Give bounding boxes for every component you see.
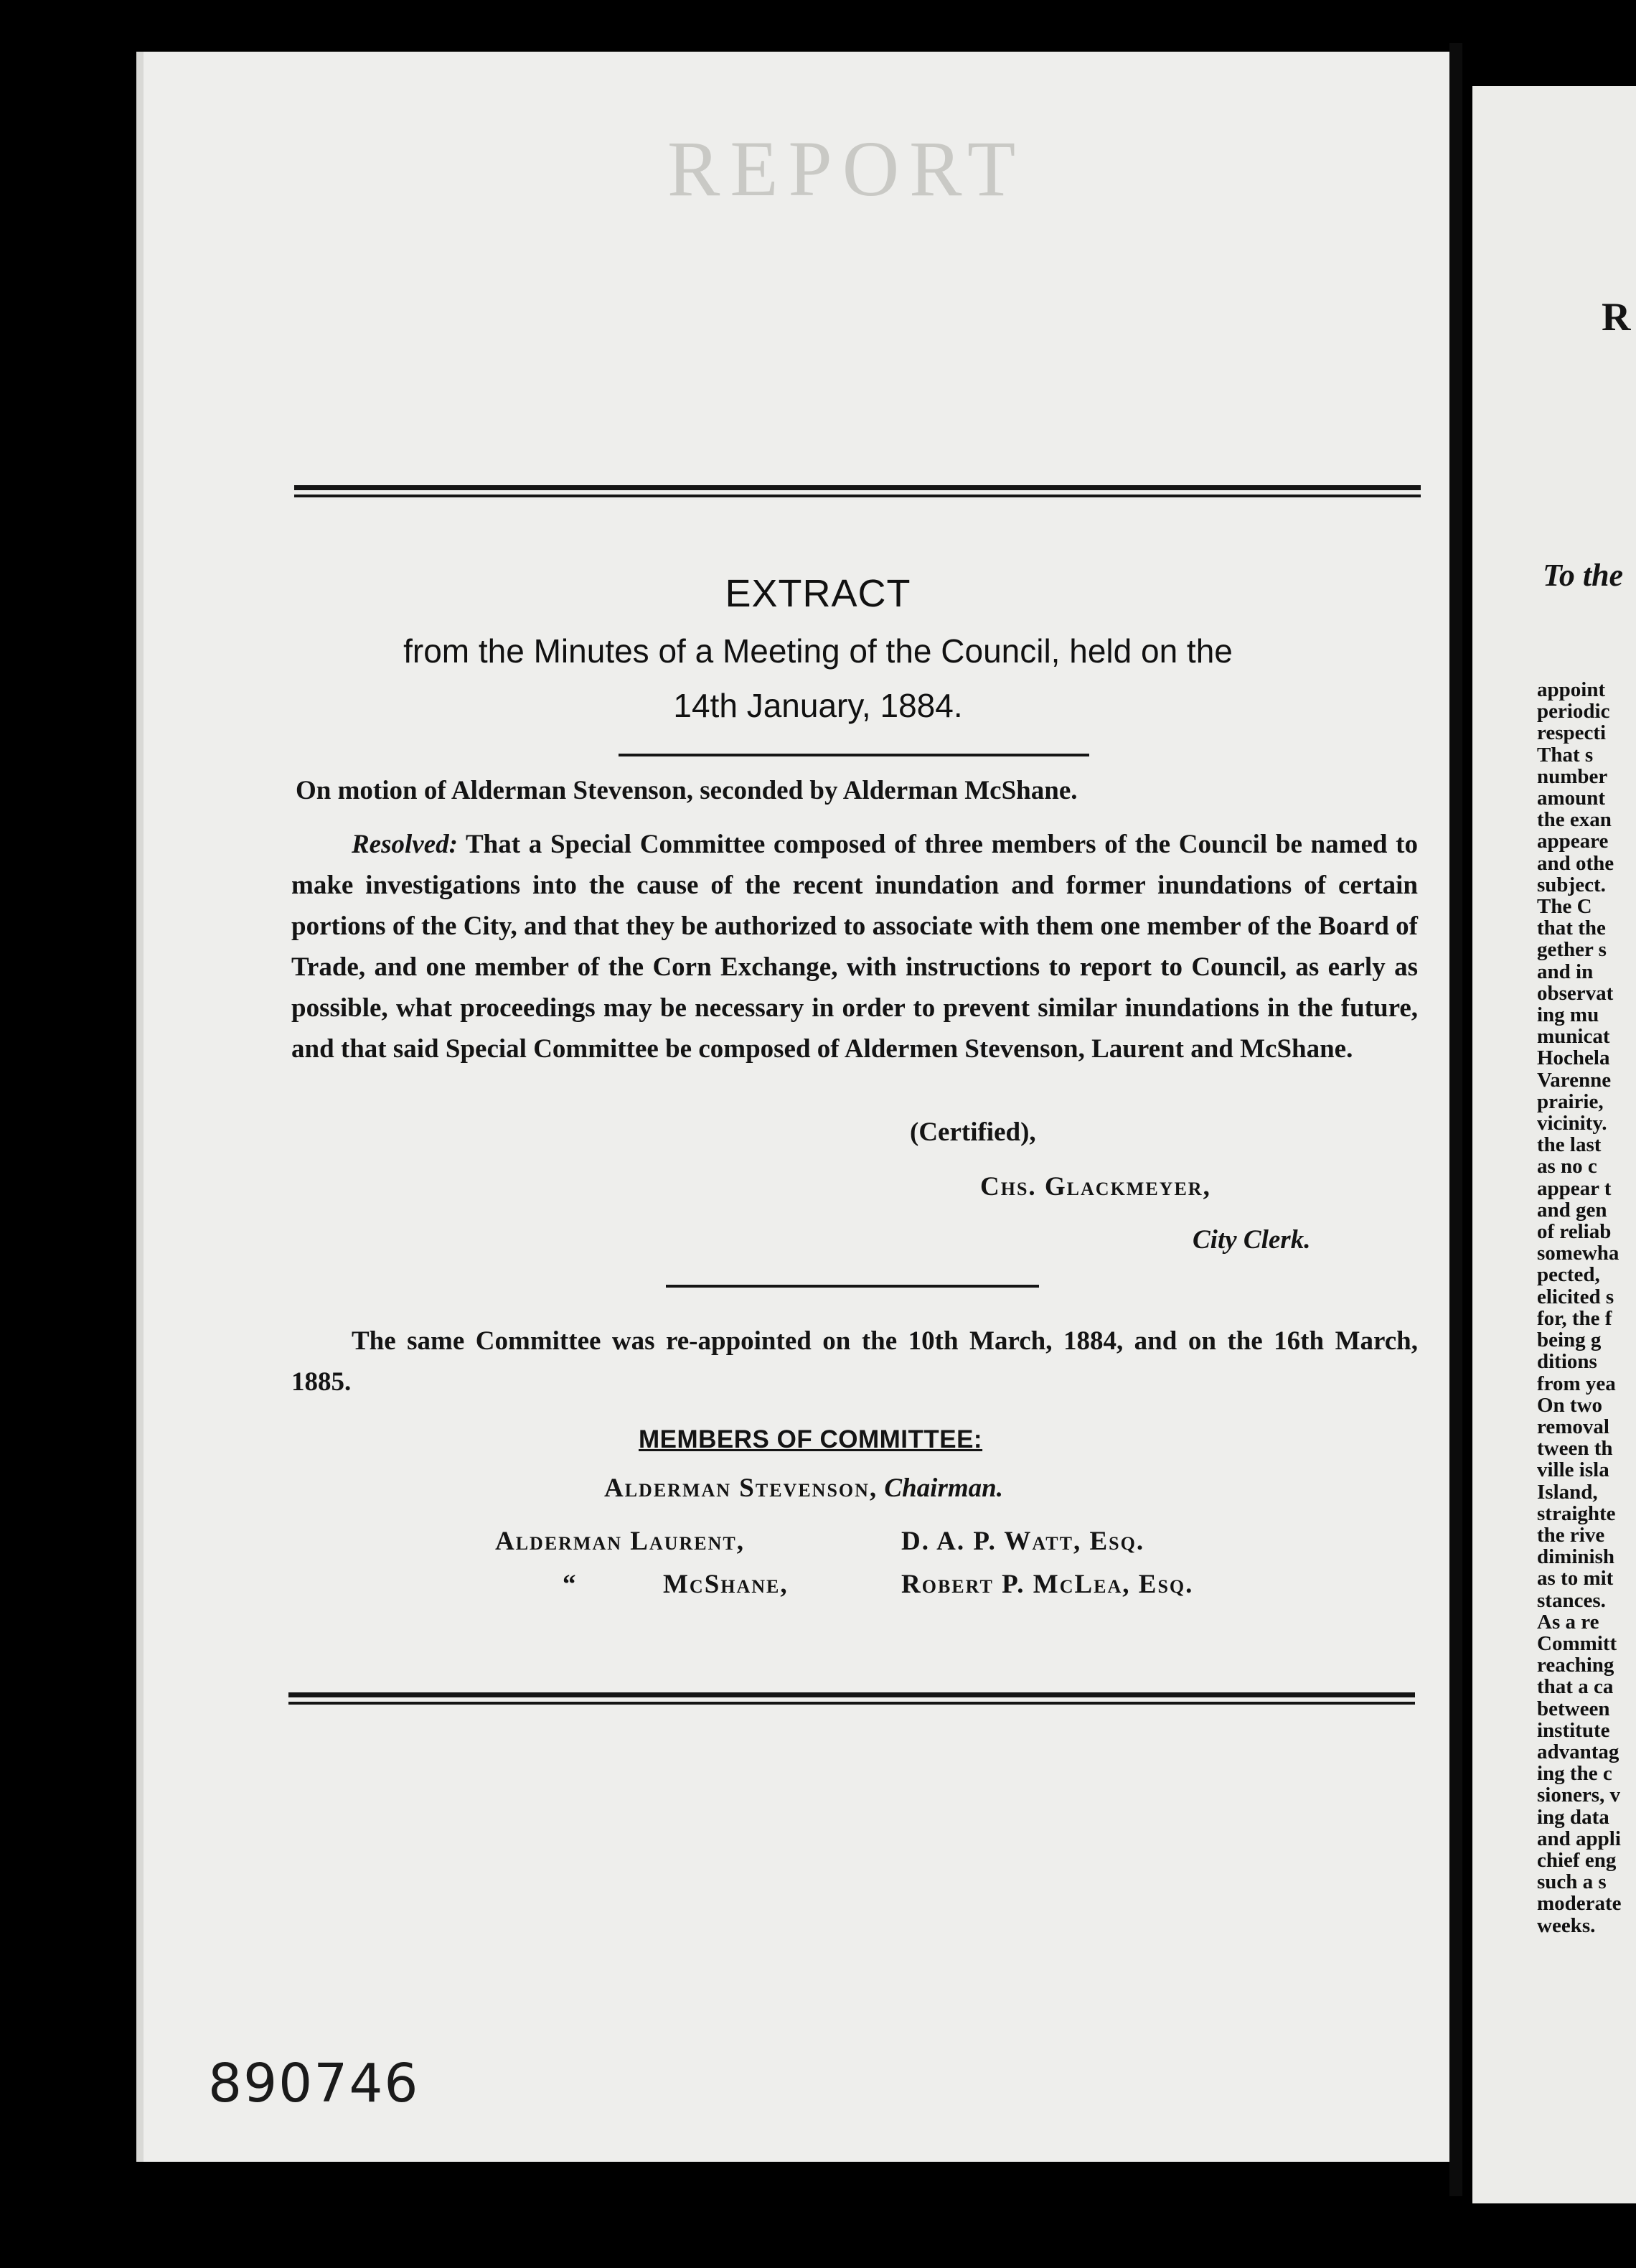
facing-text-line: vicinity.	[1537, 1112, 1607, 1135]
top-double-rule	[294, 485, 1421, 497]
resolution-text: That a Special Committee composed of three members of the Council be named to make investigations into the cause of the recent inundation and former inundations of certain portions of the City, and that they be authorized to associate with them one member of the Board of Trade, and one member of the Corn Exchange, with instructions to report to Council, as early as possible, what proceedings may be necessary in order to prevent similar inundations in the future, and that said Special Committee be composed of Aldermen Stevenson, Laurent and McShane.	[291, 830, 1418, 1064]
facing-text-line: ville isla	[1537, 1458, 1609, 1482]
member-watt: D. A. P. Watt, Esq.	[901, 1527, 1145, 1556]
facing-text-line: as to mit	[1537, 1567, 1614, 1590]
ditto-mark: “	[563, 1570, 576, 1599]
facing-text-line: ing the c	[1537, 1762, 1612, 1786]
short-rule-1	[619, 754, 1089, 756]
facing-text-line: moderate	[1537, 1892, 1622, 1916]
signatory-name: Chs. Glackmeyer,	[980, 1172, 1211, 1201]
member-mclea: Robert P. McLea, Esq.	[901, 1570, 1194, 1599]
facing-text-line: removal	[1537, 1415, 1609, 1438]
facing-text-line: elicited s	[1537, 1285, 1614, 1308]
facing-text-line: that the	[1537, 917, 1606, 940]
facing-text-line: On two	[1537, 1393, 1603, 1417]
facing-heading-fragment: R	[1602, 295, 1631, 339]
facing-text-line: appear t	[1537, 1176, 1612, 1200]
document-page	[136, 52, 1449, 2162]
facing-salutation-fragment: To the	[1543, 558, 1624, 593]
facing-text-line: pected,	[1537, 1263, 1600, 1287]
facing-text-line: and gen	[1537, 1198, 1607, 1222]
facing-text-line: As a re	[1537, 1610, 1599, 1634]
resolved-label: Resolved:	[352, 830, 458, 859]
facing-text-column	[1537, 679, 1622, 1936]
facing-text-line: and in	[1537, 960, 1594, 983]
facing-text-line: tween th	[1537, 1437, 1613, 1461]
facing-text-line: somewha	[1537, 1242, 1619, 1265]
facing-page	[1472, 86, 1636, 2203]
facing-text-line: municat	[1537, 1025, 1610, 1049]
facing-text-line: the exan	[1537, 808, 1612, 832]
facing-text-line: periodic	[1537, 700, 1610, 723]
member-mcshane: McShane,	[663, 1570, 789, 1599]
facing-text-line: ing data	[1537, 1805, 1609, 1829]
facing-text-line: The C	[1537, 895, 1592, 919]
bottom-double-rule	[288, 1692, 1415, 1705]
facing-text-line: institute	[1537, 1718, 1610, 1742]
facing-text-line: chief eng	[1537, 1848, 1617, 1872]
facing-text-line: as no c	[1537, 1155, 1597, 1178]
facing-text-line: That s	[1537, 743, 1594, 767]
facing-text-line: Island,	[1537, 1480, 1598, 1504]
facing-text-line: and othe	[1537, 851, 1614, 875]
facing-text-line: from yea	[1537, 1372, 1616, 1395]
facing-text-line: straighte	[1537, 1501, 1616, 1525]
facing-text-line: appeare	[1537, 830, 1609, 853]
facing-text-line: Varenne	[1537, 1068, 1612, 1092]
reappointment-paragraph: The same Committee was re-appointed on the 10th March, 1884, and on the 16th March, 1885.	[291, 1326, 1418, 1397]
facing-text-line: respecti	[1537, 721, 1607, 745]
facing-text-line: for, the f	[1537, 1306, 1612, 1330]
facing-text-line: being g	[1537, 1329, 1602, 1352]
book-gutter	[1449, 43, 1462, 2196]
facing-text-line: gether s	[1537, 938, 1607, 962]
facing-text-line: that a ca	[1537, 1675, 1614, 1699]
facing-text-line: ditions	[1537, 1350, 1597, 1374]
facing-text-line: sioners, v	[1537, 1784, 1620, 1807]
facing-text-line: diminish	[1537, 1545, 1614, 1569]
facing-text-line: weeks.	[1537, 1913, 1596, 1937]
members-heading: MEMBERS OF COMMITTEE:	[639, 1425, 983, 1453]
facing-text-line: appoint	[1537, 678, 1606, 701]
resolution-paragraph	[291, 824, 1418, 1069]
facing-text-line: advantag	[1537, 1740, 1619, 1763]
facing-text-line: subject.	[1537, 873, 1606, 896]
facing-text-line: of reliab	[1537, 1220, 1612, 1244]
signatory-title: City Clerk.	[1193, 1225, 1311, 1255]
show-through-text: REPORT	[667, 125, 1026, 212]
facing-text-line: and appli	[1537, 1827, 1621, 1850]
facing-text-line: the rive	[1537, 1523, 1605, 1547]
facing-text-line: reaching	[1537, 1654, 1614, 1677]
facing-text-line: such a s	[1537, 1870, 1607, 1894]
facing-text-line: Hochela	[1537, 1046, 1610, 1070]
facing-text-line: prairie,	[1537, 1090, 1604, 1113]
chairman-name: Alderman Stevenson,	[604, 1473, 878, 1503]
catalog-number: 890746	[208, 2053, 420, 2114]
extract-subtitle-line1: from the Minutes of a Meeting of the Council, held on the	[403, 632, 1233, 670]
facing-text-line: number	[1537, 764, 1608, 788]
chairman-line	[604, 1473, 1003, 1504]
facing-text-line: Committ	[1537, 1631, 1617, 1655]
short-rule-2	[666, 1285, 1039, 1288]
facing-text-line: the last	[1537, 1133, 1602, 1157]
motion-line: On motion of Alderman Stevenson, seconded by Alderman McShane.	[296, 776, 1078, 805]
facing-text-line: between	[1537, 1697, 1610, 1720]
member-laurent: Alderman Laurent,	[495, 1527, 746, 1556]
facing-text-line: amount	[1537, 787, 1606, 810]
facing-text-line: ing mu	[1537, 1003, 1599, 1027]
chairman-role: Chairman.	[884, 1473, 1003, 1503]
certified-label: (Certified),	[910, 1117, 1036, 1147]
facing-text-line: stances.	[1537, 1588, 1606, 1612]
extract-title: EXTRACT	[725, 572, 911, 615]
facing-text-line: observat	[1537, 981, 1614, 1005]
extract-subtitle-line2: 14th January, 1884.	[673, 687, 963, 724]
